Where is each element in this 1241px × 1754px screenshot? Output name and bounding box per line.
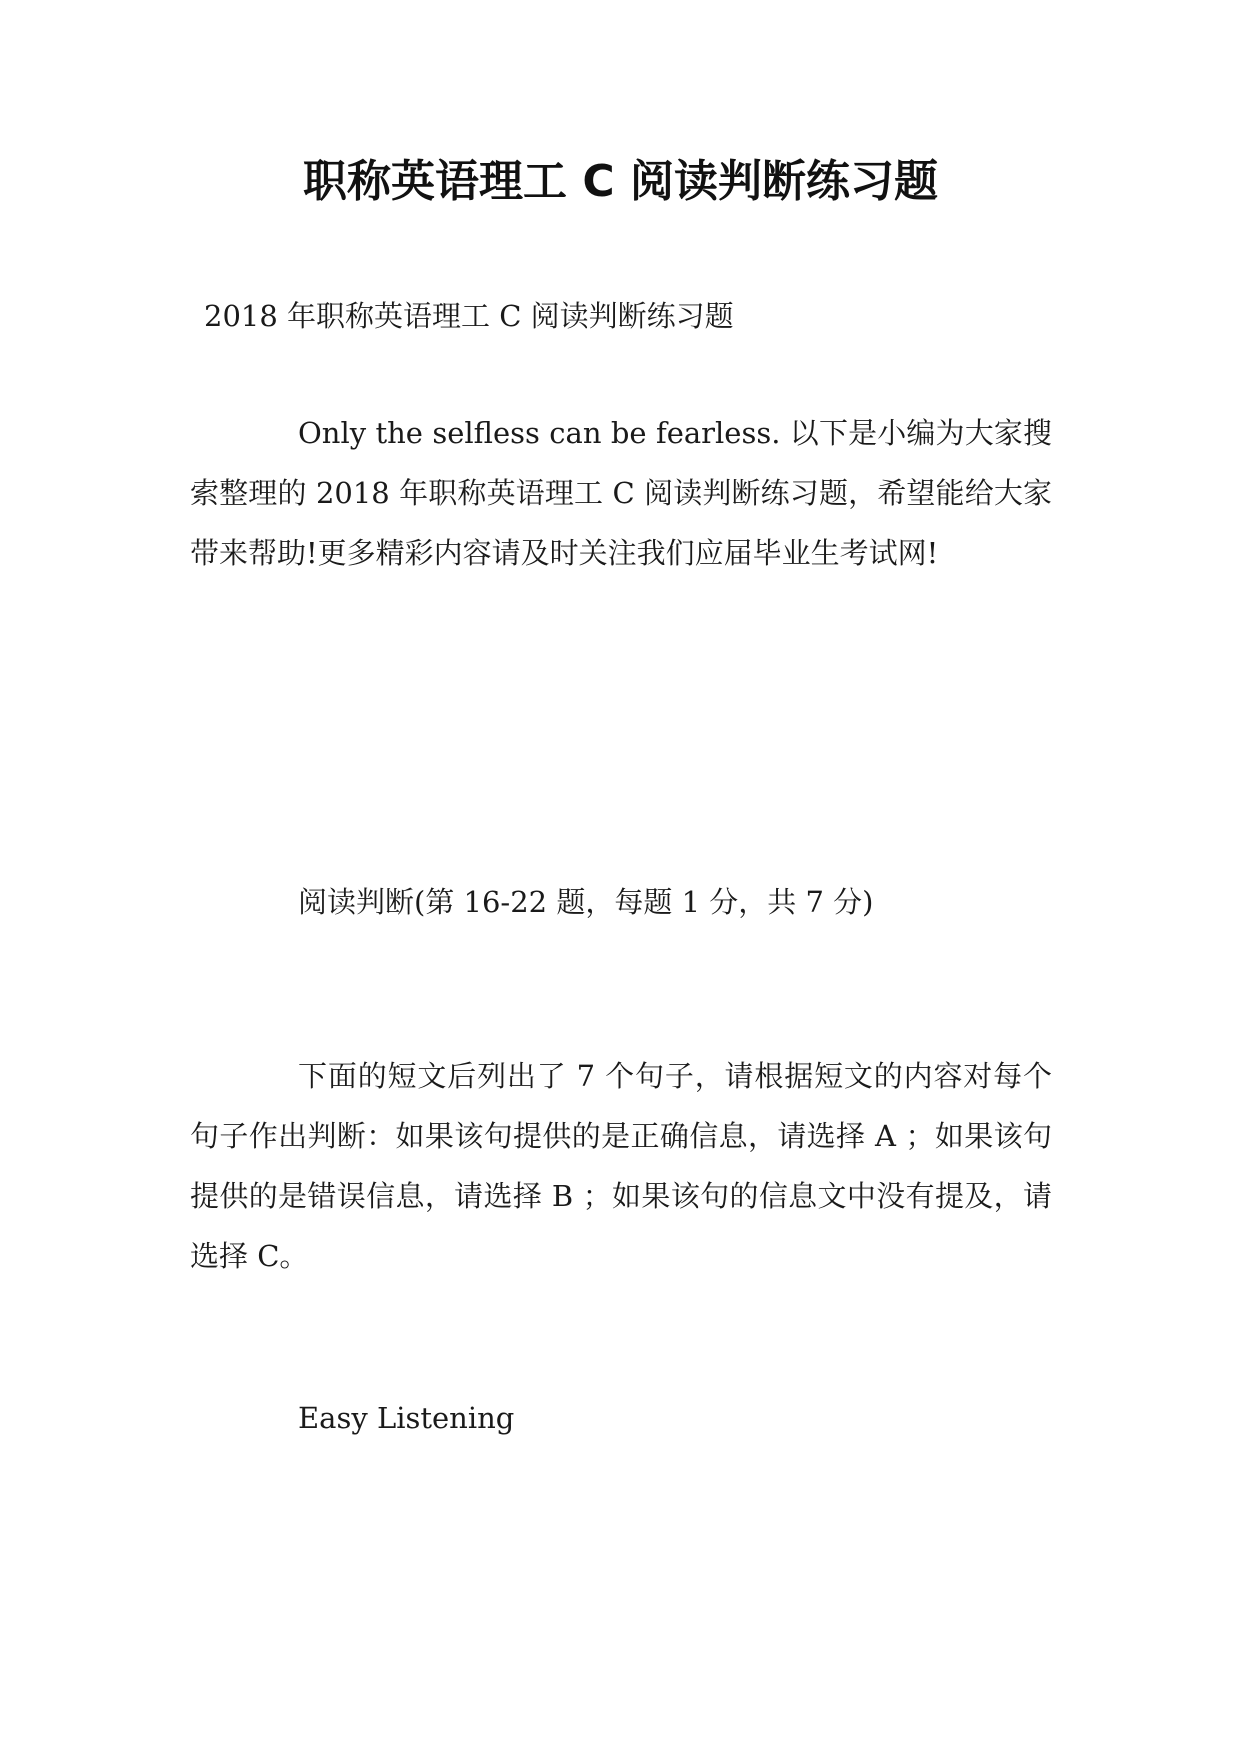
document-title: 职称英语理工 C 阅读判断练习题 bbox=[303, 156, 938, 207]
section-heading: 阅读判断(第 16-22 题，每题 1 分，共 7 分) bbox=[298, 885, 874, 919]
intro-paragraph: Only the selfless can be fearless. 以下是小编为大家搜索整理的 2018 年职称英语理工 C 阅读判断练习题，希望能给大家带来帮助!更多精彩内容请及时关注我们应届毕业生考试网! bbox=[190, 416, 1052, 570]
instructions-paragraph: 下面的短文后列出了 7 个句子，请根据短文的内容对每个句子作出判断：如果该句提供的是正确信息，请选择 A ；如果该句提供的是错误信息，请选择 B ；如果该句的信息文中没有提及，请选择 C。 bbox=[190, 1059, 1052, 1273]
document-subtitle: 2018 年职称英语理工 C 阅读判断练习题 bbox=[204, 299, 734, 333]
passage-title: Easy Listening bbox=[298, 1401, 515, 1435]
